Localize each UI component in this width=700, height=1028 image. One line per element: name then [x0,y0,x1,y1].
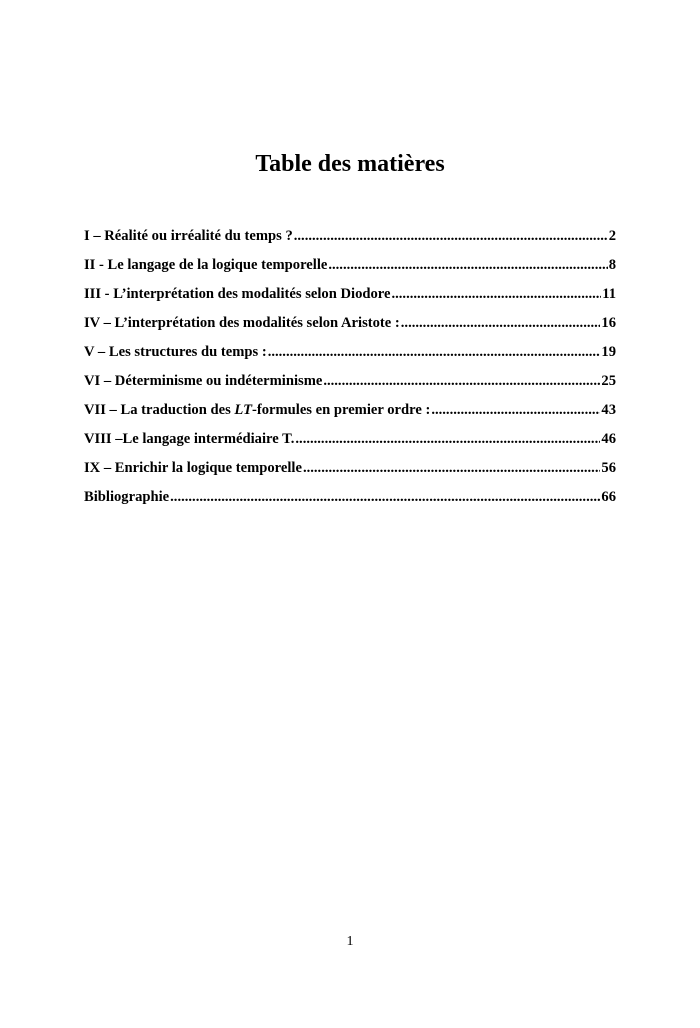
toc-entry[interactable] [84,367,616,396]
toc-entry[interactable] [84,280,616,309]
toc-entry-page: 43 [601,402,616,418]
toc-dot-leader [294,222,608,251]
page-title: Table des matières [255,151,445,177]
toc-dot-leader [401,309,601,338]
toc-entry[interactable] [84,309,616,338]
toc-entry-page: 46 [601,431,616,447]
toc-entry-label: III - L’interprétation des modalités selon Diodore [84,286,391,302]
toc-entry[interactable] [84,454,616,483]
toc-dot-leader [170,483,600,512]
toc-entry-page: 66 [601,489,616,505]
toc-entry-page: 19 [601,344,616,360]
toc-entry[interactable] [84,483,616,512]
toc-entry-label: Bibliographie [84,489,170,505]
toc-entry-label: I – Réalité ou irréalité du temps ? [84,228,293,244]
toc-entry-page: 8 [608,257,616,273]
toc-dot-leader [391,280,601,309]
toc-entry-page: 16 [601,315,616,331]
table-of-contents [84,222,616,512]
toc-entry-page: 2 [608,228,616,244]
toc-entry-label: VI – Déterminisme ou indéterminisme [84,373,323,389]
page-number: 1 [346,934,354,949]
toc-dot-leader [323,367,600,396]
toc-entry-page: 11 [602,286,616,302]
toc-dot-leader [295,425,600,454]
toc-entry-label [84,396,430,425]
toc-entry-label: VIII –Le langage intermédiaire T. [84,431,295,447]
toc-entry-label-suffix: -formules en premier ordre : [252,402,431,418]
toc-dot-leader [268,338,601,367]
toc-entry-label: II - Le langage de la logique temporelle [84,257,328,273]
toc-entry[interactable] [84,338,616,367]
toc-entry[interactable] [84,222,616,251]
toc-entry[interactable] [84,425,616,454]
toc-entry-label: V – Les structures du temps : [84,344,267,360]
toc-entry[interactable] [84,396,616,425]
toc-entry-page: 25 [601,373,616,389]
toc-dot-leader [303,454,600,483]
toc-entry-label: IV – L’interprétation des modalités selon Aristote : [84,315,400,331]
toc-dot-leader [328,251,607,280]
toc-entry-label-prefix: VII – La traduction des [84,402,235,418]
toc-dot-leader [431,396,600,425]
toc-entry-label-italic: LT [234,402,252,418]
toc-entry[interactable] [84,251,616,280]
toc-entry-label: IX – Enrichir la logique temporelle [84,460,302,476]
toc-entry-page: 56 [601,460,616,476]
